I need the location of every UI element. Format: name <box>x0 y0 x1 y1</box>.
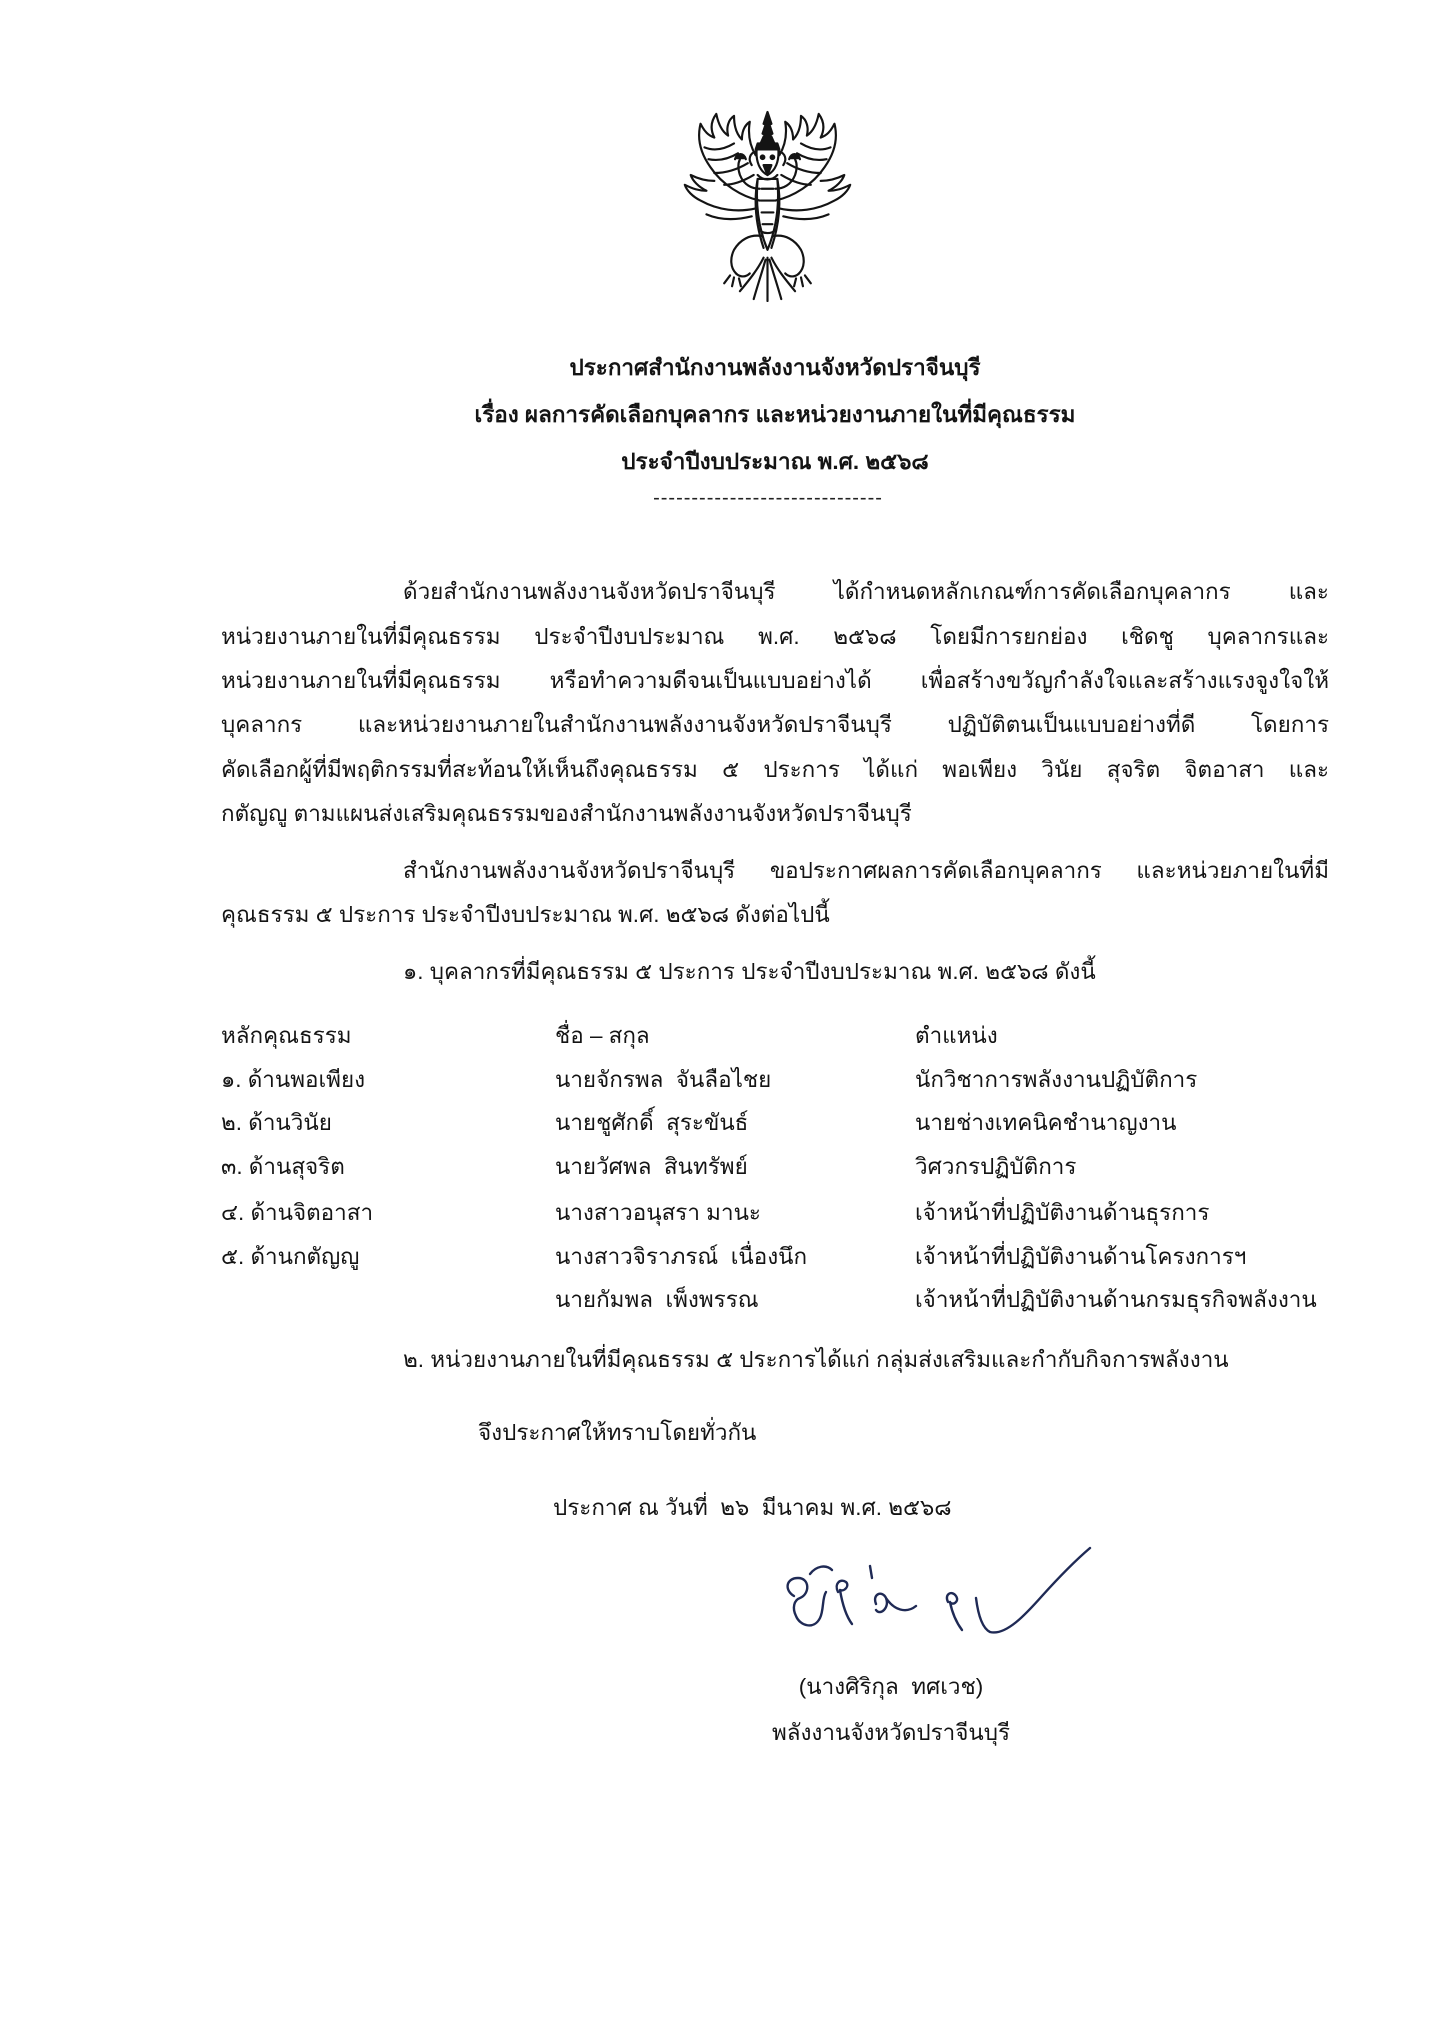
paragraph-announcement-line: คุณธรรม ๕ ประการ ประจำปีงบประมาณ พ.ศ. ๒๕๖๘ ดังต่อไปนี้ <box>221 902 830 927</box>
title-issuer: ประกาศสำนักงานพลังงานจังหวัดปราจีนบุรี <box>569 355 981 380</box>
cell-position: นายช่างเทคนิคชำนาญงาน <box>915 1110 1177 1135</box>
cell-principle: ๕. ด้านกตัญญู <box>221 1244 360 1269</box>
table-row <box>221 1278 1329 1322</box>
paragraph-intro-line: ด้วยสำนักงานพลังงานจังหวัดปราจีนบุรี ได้กำหนดหลักเกณฑ์การคัดเลือกบุคลากร และ <box>403 579 1329 604</box>
table-row <box>221 1058 1329 1102</box>
paragraph-intro-line: กตัญญู ตามแผนส่งเสริมคุณธรรมของสำนักงานพลังงานจังหวัดปราจีนบุรี <box>221 801 912 826</box>
signature <box>780 1544 1092 1649</box>
garuda-emblem-icon <box>677 110 858 302</box>
emblem-center <box>756 112 780 301</box>
table-row <box>221 1191 1329 1235</box>
cell-position: เจ้าหน้าที่ปฏิบัติงานด้านธุรการ <box>915 1200 1210 1225</box>
table-row <box>221 1101 1329 1145</box>
cell-position: วิศวกรปฏิบัติการ <box>915 1154 1077 1179</box>
table-header-row <box>221 1014 1329 1058</box>
title-separator: ------------------------------ <box>653 487 883 509</box>
closing-statement: จึงประกาศให้ทราบโดยทั่วกัน <box>478 1420 757 1445</box>
table-header-principle: หลักคุณธรรม <box>221 1023 352 1048</box>
cell-principle <box>221 1278 551 1322</box>
cell-name: นางสาวอนุสรา มานะ <box>555 1200 761 1225</box>
table-row <box>221 1145 1329 1189</box>
cell-position: นักวิชาการพลังงานปฏิบัติการ <box>915 1067 1198 1092</box>
cell-principle: ๒. ด้านวินัย <box>221 1110 332 1135</box>
paragraph-intro-line: บุคลากร และหน่วยงานภายในสำนักงานพลังงานจังหวัดปราจีนบุรี ปฏิบัติตนเป็นแบบอย่างที่ดี โดยการ <box>221 712 1329 737</box>
signer-position: พลังงานจังหวัดปราจีนบุรี <box>771 1720 1011 1745</box>
emblem-left-half <box>685 114 766 299</box>
emblem-right-half <box>769 114 850 299</box>
cell-name: นายกัมพล เพ็งพรรณ <box>555 1287 759 1312</box>
title-fiscal-year: ประจำปีงบประมาณ พ.ศ. ๒๕๖๘ <box>621 449 929 474</box>
cell-principle: ๔. ด้านจิตอาสา <box>221 1200 374 1225</box>
title-subject: เรื่อง ผลการคัดเลือกบุคลากร และหน่วยงานภายในที่มีคุณธรรม <box>474 402 1076 427</box>
paragraph-announcement-line: สำนักงานพลังงานจังหวัดปราจีนบุรี ขอประกาศผลการคัดเลือกบุคลากร และหน่วยภายในที่มี <box>403 858 1329 883</box>
announcement-date: ประกาศ ณ วันที่ ๒๖ มีนาคม พ.ศ. ๒๕๖๘ <box>553 1495 952 1520</box>
cell-name: นายจักรพล จันลือไชย <box>555 1067 772 1092</box>
section-1-heading: ๑. บุคลากรที่มีคุณธรรม ๕ ประการ ประจำปีงบประมาณ พ.ศ. ๒๕๖๘ ดังนี้ <box>403 959 1096 984</box>
cell-name: นางสาวจิราภรณ์ เนื่องนึก <box>555 1244 808 1269</box>
table-header-name: ชื่อ – สกุล <box>555 1023 650 1048</box>
section-2-text: ๒. หน่วยงานภายในที่มีคุณธรรม ๕ ประการได้แก่ กลุ่มส่งเสริมและกำกับกิจการพลังงาน <box>403 1347 1229 1372</box>
paragraph-intro-line: หน่วยงานภายในที่มีคุณธรรม หรือทำความดีจนเป็นแบบอย่างได้ เพื่อสร้างขวัญกำลังใจและสร้างแรงจูงใจให้ <box>221 668 1329 693</box>
cell-position: เจ้าหน้าที่ปฏิบัติงานด้านโครงการฯ <box>915 1244 1247 1269</box>
cell-principle: ๓. ด้านสุจริต <box>221 1154 345 1179</box>
cell-name: นายชูศักดิ์ สุระขันธ์ <box>555 1110 749 1135</box>
cell-principle: ๑. ด้านพอเพียง <box>221 1067 366 1092</box>
signer-name: (นางศิริกุล ทศเวช) <box>798 1674 984 1699</box>
paragraph-intro-line: หน่วยงานภายในที่มีคุณธรรม ประจำปีงบประมาณ พ.ศ. ๒๕๖๘ โดยมีการยกย่อง เชิดชู บุคลากรและ <box>221 624 1329 649</box>
table-row <box>221 1235 1329 1279</box>
table-header-position: ตำแหน่ง <box>915 1023 998 1048</box>
paragraph-intro-line: คัดเลือกผู้ที่มีพฤติกรรมที่สะท้อนให้เห็นถึงคุณธรรม ๕ ประการ ได้แก่ พอเพียง วินัย สุจริต จิตอาสา และ <box>221 757 1329 782</box>
cell-position: เจ้าหน้าที่ปฏิบัติงานด้านกรมธุรกิจพลังงาน <box>915 1287 1317 1312</box>
cell-name: นายวัศพล สินทรัพย์ <box>555 1154 748 1179</box>
